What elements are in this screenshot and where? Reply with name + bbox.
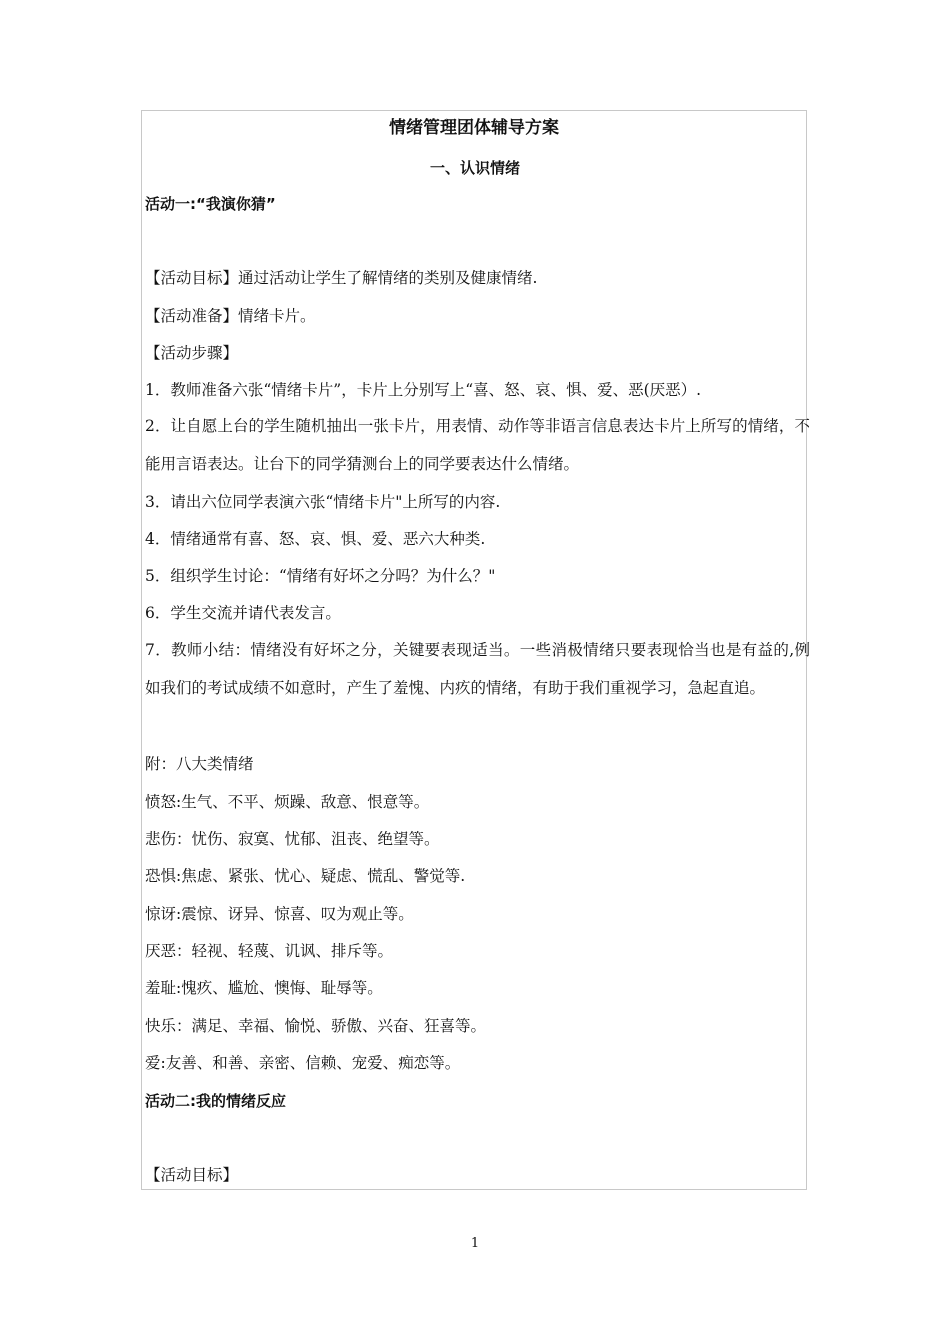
- emotion-item: 愤怒:生气、不平、烦躁、敌意、恨意等。: [145, 793, 430, 811]
- step-3: 3．请出六位同学表演六张“情绪卡片"上所写的内容.: [145, 493, 501, 511]
- page-number: 1: [470, 1236, 480, 1251]
- emotion-item: 惊讶:震惊、讶异、惊喜、叹为观止等。: [145, 905, 414, 923]
- section-heading: 一、认识情绪: [429, 159, 520, 177]
- step-5: 5．组织学生讨论：“情绪有好坏之分吗？为什么？": [145, 567, 496, 585]
- activity1-goal: 【活动目标】通过活动让学生了解情绪的类别及健康情绪.: [145, 269, 538, 287]
- activity2-goal-label: 【活动目标】: [145, 1166, 239, 1184]
- emotion-item: 恐惧:焦虑、紧张、忧心、疑虑、慌乱、警觉等.: [145, 867, 466, 885]
- step-6: 6．学生交流并请代表发言。: [145, 604, 341, 622]
- emotion-item: 快乐：满足、幸福、愉悦、骄傲、兴奋、狂喜等。: [145, 1017, 487, 1035]
- emotion-item: 厌恶：轻视、轻蔑、讥讽、排斥等。: [145, 942, 394, 960]
- activity1-heading: 活动一:“我演你猜”: [145, 195, 276, 213]
- emotion-item: 悲伤：忧伤、寂寞、忧郁、沮丧、绝望等。: [145, 830, 440, 848]
- step-2: 2．让自愿上台的学生随机抽出一张卡片，用表情、动作等非语言信息表达卡片上所写的情绪，不能用言语表达。让台下的同学猜测台上的同学要表达什么情绪。: [145, 417, 810, 473]
- emotion-item: 爱:友善、和善、亲密、信赖、宠爱、痴恋等。: [145, 1054, 461, 1072]
- document-title: 情绪管理团体辅导方案: [389, 118, 559, 138]
- step-4: 4．情绪通常有喜、怒、哀、惧、爱、恶六大种类.: [145, 530, 486, 548]
- step-7: 7．教师小结：情绪没有好坏之分，关键要表现适当。一些消极情绪只要表现恰当也是有益的,例如我们的考试成绩不如意时，产生了羞愧、内疚的情绪，有助于我们重视学习，急起直追。: [145, 641, 810, 697]
- activity1-steps-label: 【活动步骤】: [145, 344, 239, 362]
- step-1: 1．教师准备六张“情绪卡片”，卡片上分别写上“喜、怒、哀、惧、爱、恶(厌恶）.: [145, 381, 702, 399]
- emotion-item: 羞耻:愧疚、尴尬、懊悔、耻辱等。: [145, 979, 383, 997]
- activity1-prep: 【活动准备】情绪卡片。: [145, 307, 316, 325]
- appendix-label: 附：八大类情绪: [145, 755, 254, 773]
- activity2-heading: 活动二:我的情绪反应: [145, 1092, 286, 1110]
